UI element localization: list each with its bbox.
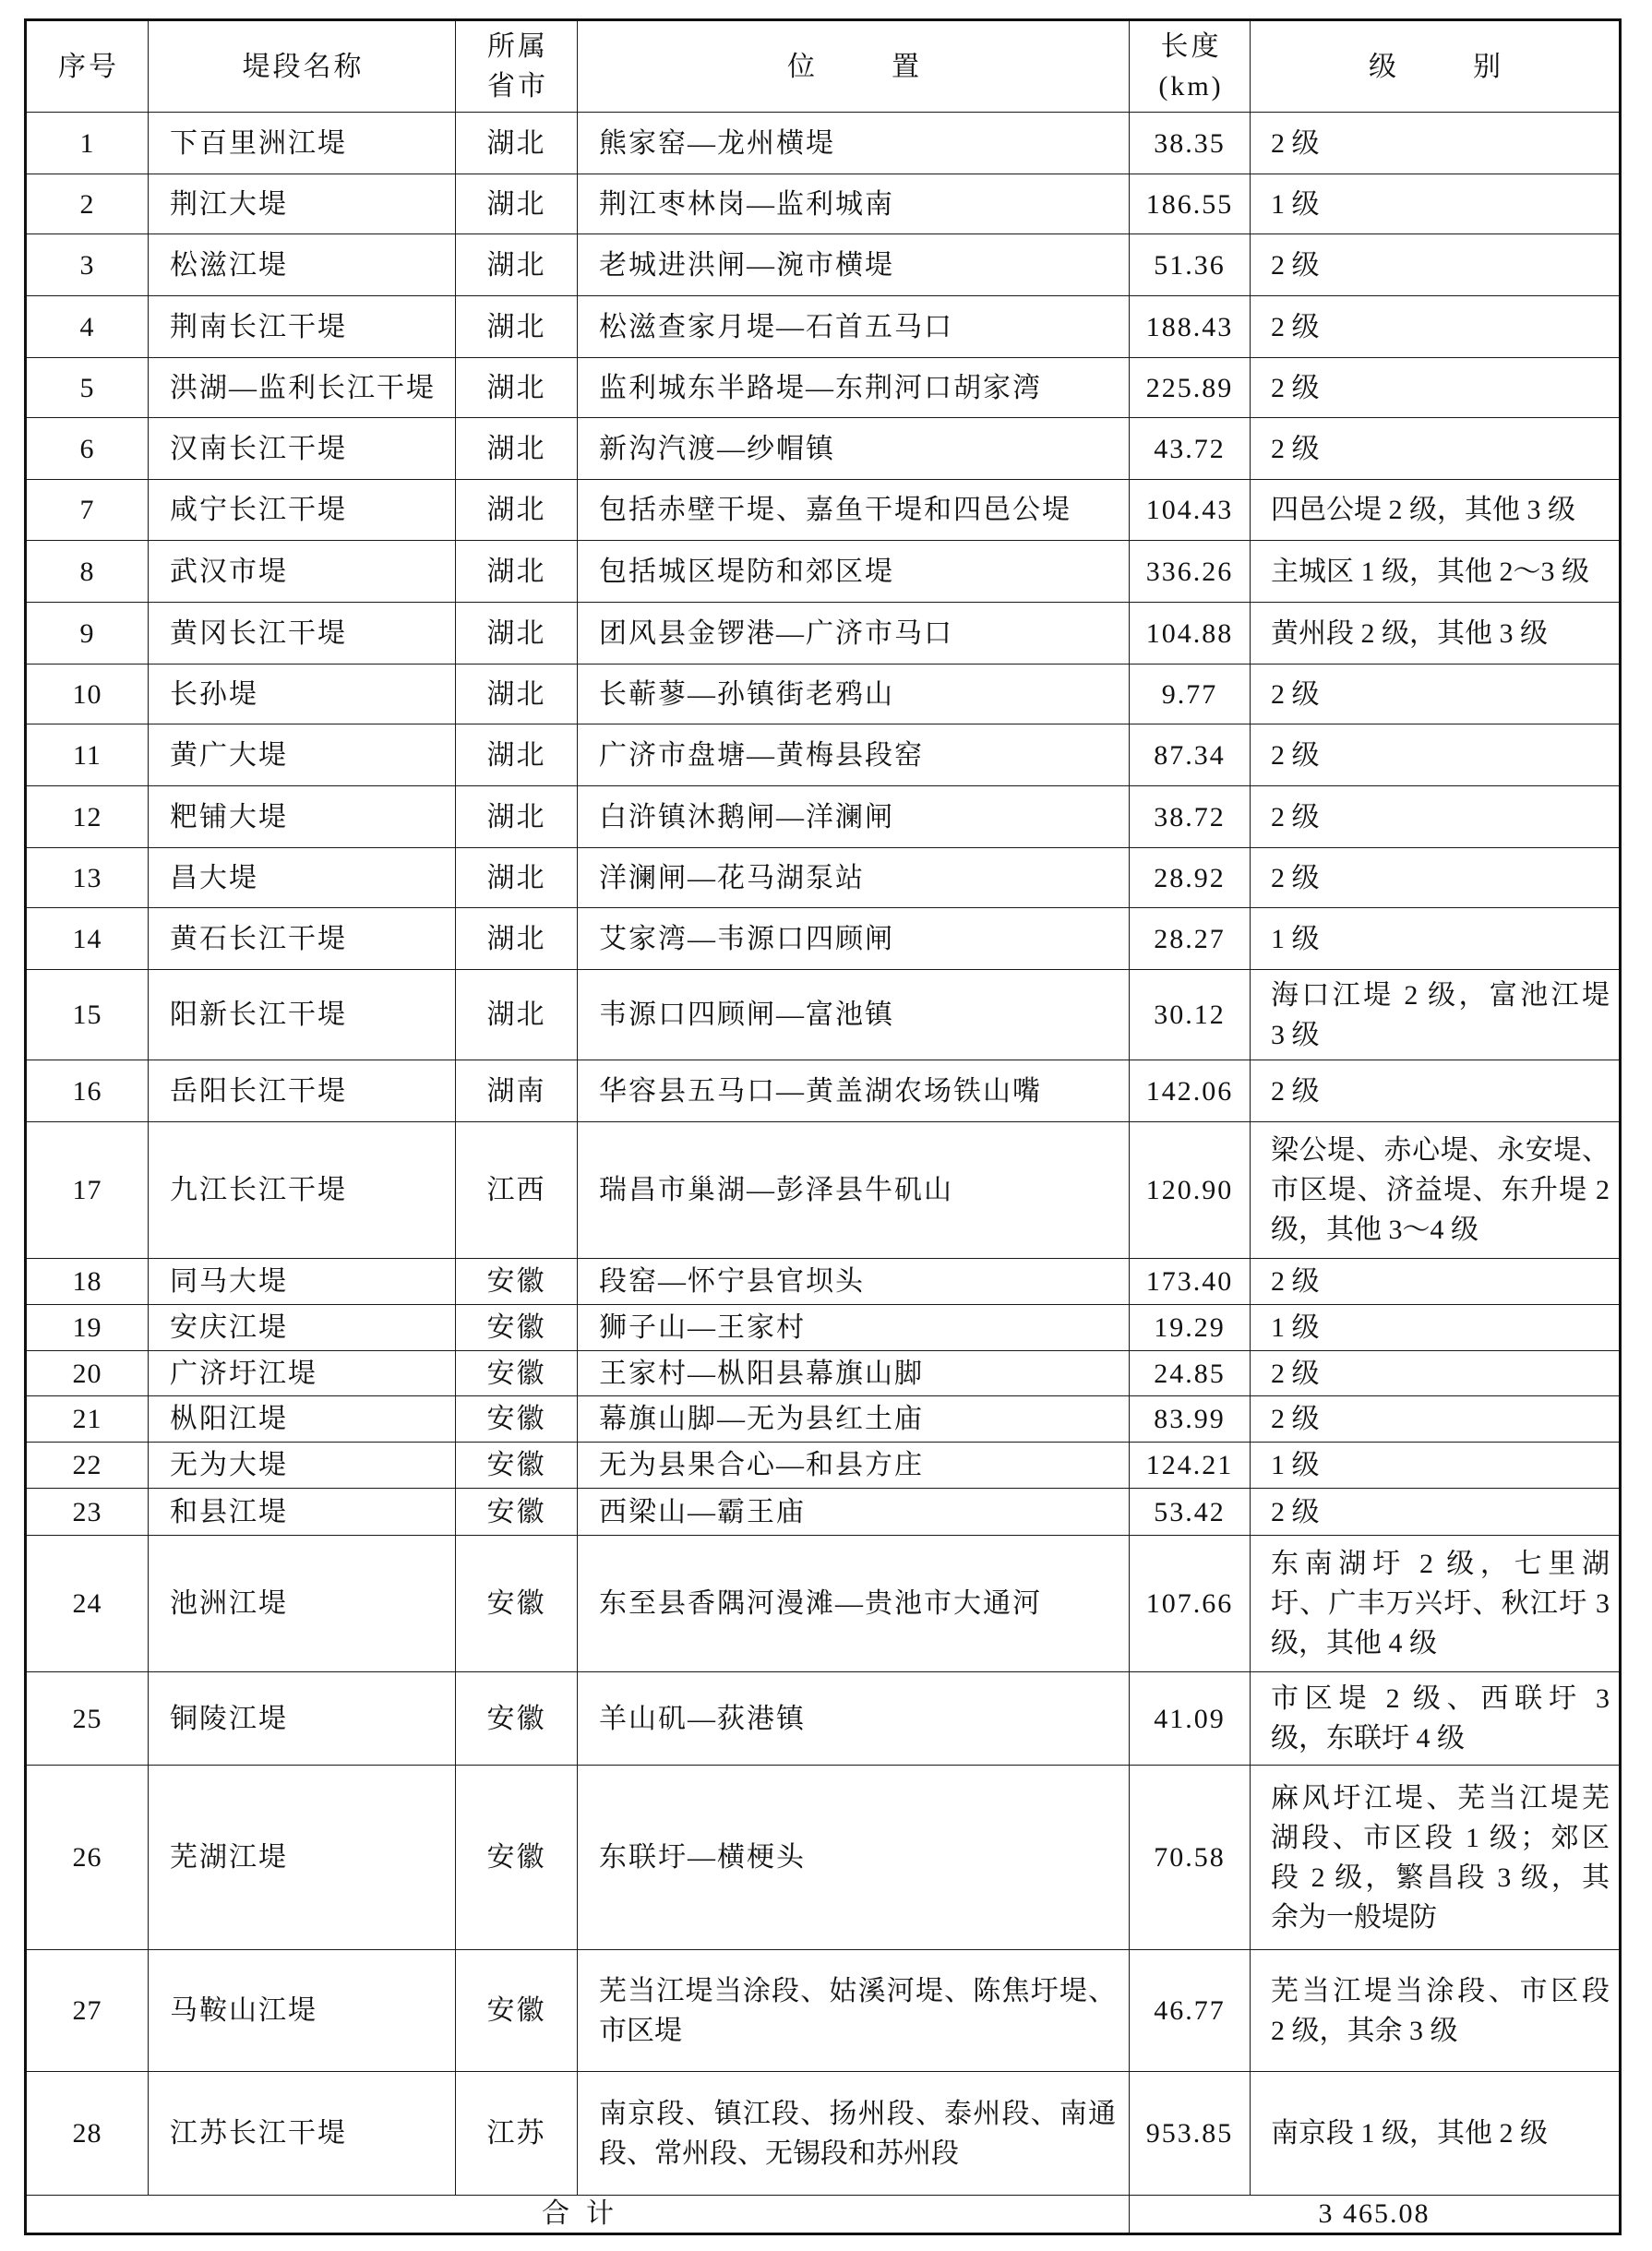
cell-no: 11 [26, 724, 149, 786]
cell-province: 江西 [456, 1122, 578, 1259]
cell-province: 湖北 [456, 970, 578, 1060]
header-no-label: 序号 [58, 51, 119, 82]
table-row [26, 1766, 1621, 1950]
cell-name: 马鞍山江堤 [149, 1950, 456, 2072]
cell-location: 幕旗山脚—无为县红土庙 [578, 1396, 1130, 1443]
table-row [26, 2072, 1621, 2196]
cell-name: 汉南长江干堤 [149, 418, 456, 480]
cell-level: 2 级 [1251, 724, 1621, 786]
table-row [26, 1122, 1621, 1259]
table-row [26, 1060, 1621, 1122]
cell-level: 四邑公堤 2 级，其他 3 级 [1251, 480, 1621, 541]
table-row [26, 1351, 1621, 1396]
cell-line: 芜当江堤当涂段、市区段 [1271, 1975, 1610, 2006]
cell-no: 26 [26, 1766, 149, 1950]
cell-location: 包括城区堤防和郊区堤 [578, 541, 1130, 603]
total-row [26, 2196, 1621, 2234]
cell-location: 华容县五马口—黄盖湖农场铁山嘴 [578, 1060, 1130, 1122]
header-length-line: 长度 [1160, 31, 1222, 62]
table-row [26, 1443, 1621, 1489]
table-row [26, 1950, 1621, 2072]
header-location [578, 20, 1130, 113]
cell-length: 19.29 [1130, 1305, 1251, 1351]
cell-name: 芜湖江堤 [149, 1766, 456, 1950]
cell-province: 湖北 [456, 418, 578, 480]
cell-location: 包括赤壁干堤、嘉鱼干堤和四邑公堤 [578, 480, 1130, 541]
total-value: 3 465.08 [1318, 2198, 1431, 2229]
cell-location: 松滋查家月堤—石首五马口 [578, 296, 1130, 358]
cell-province: 湖北 [456, 358, 578, 418]
cell-province: 安徽 [456, 1396, 578, 1443]
cell-length: 120.90 [1130, 1122, 1251, 1259]
table-row [26, 724, 1621, 786]
cell-level: 2 级 [1251, 113, 1621, 174]
table-row [26, 970, 1621, 1060]
cell-province: 湖北 [456, 786, 578, 848]
cell-no: 10 [26, 665, 149, 724]
cell-level: 1 级 [1251, 1443, 1621, 1489]
cell-location: 洋澜闸—花马湖泵站 [578, 848, 1130, 908]
cell-province: 湖北 [456, 113, 578, 174]
cell-location: 东至县香隅河漫滩—贵池市大通河 [578, 1536, 1130, 1672]
cell-name: 枞阳江堤 [149, 1396, 456, 1443]
table-row [26, 603, 1621, 665]
cell-line: 段、常州段、无锡段和苏州段 [599, 2137, 959, 2169]
cell-length: 225.89 [1130, 358, 1251, 418]
header-level [1251, 20, 1621, 113]
cell-line: 海口江堤 2 级，富池江堤 [1271, 979, 1610, 1011]
cell-location: 熊家窑—龙州横堤 [578, 113, 1130, 174]
cell-line: 段 2 级，繁昌段 3 级，其 [1271, 1862, 1610, 1893]
cell-location: 荆江枣林岗—监利城南 [578, 174, 1130, 234]
cell-level: 主城区 1 级，其他 2～3 级 [1251, 541, 1621, 603]
cell-name: 黄广大堤 [149, 724, 456, 786]
header-name-label: 堤段名称 [242, 51, 365, 82]
cell-location: 韦源口四顾闸—富池镇 [578, 970, 1130, 1060]
cell-name: 铜陵江堤 [149, 1672, 456, 1766]
table-body [26, 113, 1621, 2196]
cell-length: 9.77 [1130, 665, 1251, 724]
cell-level [1251, 1122, 1621, 1259]
cell-name: 江苏长江干堤 [149, 2072, 456, 2196]
table-row [26, 234, 1621, 296]
table-row [26, 174, 1621, 234]
cell-name: 武汉市堤 [149, 541, 456, 603]
cell-length: 43.72 [1130, 418, 1251, 480]
cell-line: 南京段、镇江段、扬州段、泰州段、南通 [599, 2098, 1116, 2129]
total-label-cell [26, 2196, 1130, 2234]
cell-name: 昌大堤 [149, 848, 456, 908]
levee-table [24, 18, 1622, 2235]
cell-length: 142.06 [1130, 1060, 1251, 1122]
cell-province: 湖北 [456, 296, 578, 358]
cell-no: 20 [26, 1351, 149, 1396]
cell-no: 12 [26, 786, 149, 848]
table-row [26, 541, 1621, 603]
cell-province: 安徽 [456, 1489, 578, 1536]
cell-name: 九江长江干堤 [149, 1122, 456, 1259]
cell-location [578, 1950, 1130, 2072]
cell-line: 圩、广丰万兴圩、秋江圩 3 [1271, 1588, 1610, 1619]
cell-province: 安徽 [456, 1536, 578, 1672]
cell-level [1251, 1766, 1621, 1950]
cell-location: 羊山矶—荻港镇 [578, 1672, 1130, 1766]
cell-length: 41.09 [1130, 1672, 1251, 1766]
cell-province: 湖北 [456, 541, 578, 603]
cell-line: 麻风圩江堤、芜当江堤芜 [1271, 1782, 1610, 1814]
cell-name: 咸宁长江干堤 [149, 480, 456, 541]
cell-no: 13 [26, 848, 149, 908]
cell-province: 安徽 [456, 1950, 578, 2072]
cell-location [578, 2072, 1130, 2196]
cell-province: 湖北 [456, 480, 578, 541]
cell-line: 市区堤 2 级、西联圩 3 [1271, 1683, 1610, 1714]
cell-province: 湖北 [456, 665, 578, 724]
cell-province: 江苏 [456, 2072, 578, 2196]
table-row [26, 908, 1621, 970]
cell-level: 2 级 [1251, 358, 1621, 418]
header-row [26, 20, 1621, 113]
cell-no: 8 [26, 541, 149, 603]
cell-line: 级，其他 3～4 级 [1271, 1215, 1478, 1245]
cell-level: 2 级 [1251, 1351, 1621, 1396]
cell-level: 2 级 [1251, 296, 1621, 358]
cell-province: 安徽 [456, 1443, 578, 1489]
cell-level [1251, 970, 1621, 1060]
cell-line: 市区堤 [599, 2015, 682, 2046]
cell-no: 14 [26, 908, 149, 970]
cell-name: 长孙堤 [149, 665, 456, 724]
cell-location: 东联圩—横梗头 [578, 1766, 1130, 1950]
cell-location: 广济市盘塘—黄梅县段窑 [578, 724, 1130, 786]
cell-location: 长蕲蓼—孙镇街老鸦山 [578, 665, 1130, 724]
table-row [26, 480, 1621, 541]
cell-level [1251, 1536, 1621, 1672]
table-row [26, 1259, 1621, 1305]
cell-length: 87.34 [1130, 724, 1251, 786]
cell-location: 无为县果合心—和县方庄 [578, 1443, 1130, 1489]
cell-location: 瑞昌市巢湖—彭泽县牛矶山 [578, 1122, 1130, 1259]
cell-level: 2 级 [1251, 1396, 1621, 1443]
table-row [26, 418, 1621, 480]
table-row [26, 1396, 1621, 1443]
cell-name: 和县江堤 [149, 1489, 456, 1536]
cell-length: 24.85 [1130, 1351, 1251, 1396]
cell-level [1251, 1672, 1621, 1766]
cell-length: 104.43 [1130, 480, 1251, 541]
cell-no: 18 [26, 1259, 149, 1305]
cell-level: 2 级 [1251, 1259, 1621, 1305]
table-row [26, 296, 1621, 358]
cell-line: 2 级，其余 3 级 [1271, 2015, 1458, 2046]
cell-name: 岳阳长江干堤 [149, 1060, 456, 1122]
cell-length: 53.42 [1130, 1489, 1251, 1536]
cell-level: 2 级 [1251, 1489, 1621, 1536]
cell-level: 2 级 [1251, 418, 1621, 480]
cell-no: 23 [26, 1489, 149, 1536]
cell-location: 新沟汽渡—纱帽镇 [578, 418, 1130, 480]
cell-no: 28 [26, 2072, 149, 2196]
cell-name: 黄冈长江干堤 [149, 603, 456, 665]
cell-length: 173.40 [1130, 1259, 1251, 1305]
cell-province: 湖北 [456, 908, 578, 970]
header-province [456, 20, 578, 113]
table-row [26, 665, 1621, 724]
cell-name: 粑铺大堤 [149, 786, 456, 848]
cell-level: 南京段 1 级，其他 2 级 [1251, 2072, 1621, 2196]
cell-line: 余为一般堤防 [1271, 1901, 1437, 1933]
cell-level: 2 级 [1251, 848, 1621, 908]
cell-no: 7 [26, 480, 149, 541]
cell-line: 级，东联圩 4 级 [1271, 1723, 1465, 1754]
cell-no: 6 [26, 418, 149, 480]
cell-province: 湖南 [456, 1060, 578, 1122]
cell-name: 无为大堤 [149, 1443, 456, 1489]
cell-name: 下百里洲江堤 [149, 113, 456, 174]
cell-level [1251, 1950, 1621, 2072]
cell-line: 芜当江堤当涂段、姑溪河堤、陈焦圩堤、 [599, 1975, 1116, 2006]
table-row [26, 786, 1621, 848]
header-name [149, 20, 456, 113]
cell-no: 15 [26, 970, 149, 1060]
cell-location: 监利城东半路堤—东荆河口胡家湾 [578, 358, 1130, 418]
cell-length: 107.66 [1130, 1536, 1251, 1672]
cell-no: 25 [26, 1672, 149, 1766]
table-row [26, 358, 1621, 418]
cell-level: 黄州段 2 级，其他 3 级 [1251, 603, 1621, 665]
cell-length: 46.77 [1130, 1950, 1251, 2072]
cell-location: 白浒镇沐鹅闸—洋澜闸 [578, 786, 1130, 848]
cell-length: 336.26 [1130, 541, 1251, 603]
cell-line: 市区堤、济益堤、东升堤 2 [1271, 1175, 1610, 1205]
cell-no: 2 [26, 174, 149, 234]
cell-no: 9 [26, 603, 149, 665]
cell-no: 4 [26, 296, 149, 358]
cell-no: 3 [26, 234, 149, 296]
cell-province: 湖北 [456, 848, 578, 908]
cell-length: 70.58 [1130, 1766, 1251, 1950]
cell-line: 3 级 [1271, 1019, 1320, 1050]
cell-level: 2 级 [1251, 1060, 1621, 1122]
cell-no: 24 [26, 1536, 149, 1672]
cell-length: 953.85 [1130, 2072, 1251, 2196]
total-value-cell [1130, 2196, 1621, 2234]
cell-level: 2 级 [1251, 665, 1621, 724]
cell-location: 西梁山—霸王庙 [578, 1489, 1130, 1536]
cell-name: 同马大堤 [149, 1259, 456, 1305]
cell-length: 104.88 [1130, 603, 1251, 665]
cell-no: 22 [26, 1443, 149, 1489]
cell-length: 83.99 [1130, 1396, 1251, 1443]
cell-length: 38.72 [1130, 786, 1251, 848]
cell-province: 安徽 [456, 1766, 578, 1950]
cell-line: 级，其他 4 级 [1271, 1628, 1437, 1658]
cell-location: 老城进洪闸—涴市横堤 [578, 234, 1130, 296]
cell-no: 17 [26, 1122, 149, 1259]
cell-level: 1 级 [1251, 908, 1621, 970]
table-row [26, 1305, 1621, 1351]
cell-level: 1 级 [1251, 174, 1621, 234]
cell-length: 30.12 [1130, 970, 1251, 1060]
table-row [26, 1489, 1621, 1536]
cell-no: 27 [26, 1950, 149, 2072]
cell-name: 荆南长江干堤 [149, 296, 456, 358]
cell-province: 湖北 [456, 234, 578, 296]
cell-level: 2 级 [1251, 786, 1621, 848]
cell-no: 16 [26, 1060, 149, 1122]
cell-length: 51.36 [1130, 234, 1251, 296]
cell-location: 团风县金锣港—广济市马口 [578, 603, 1130, 665]
cell-no: 1 [26, 113, 149, 174]
cell-length: 124.21 [1130, 1443, 1251, 1489]
cell-name: 荆江大堤 [149, 174, 456, 234]
header-province-line: 所属 [487, 31, 548, 62]
cell-level: 2 级 [1251, 234, 1621, 296]
cell-province: 湖北 [456, 603, 578, 665]
cell-level: 1 级 [1251, 1305, 1621, 1351]
table-row [26, 1672, 1621, 1766]
cell-name: 安庆江堤 [149, 1305, 456, 1351]
cell-province: 安徽 [456, 1672, 578, 1766]
cell-length: 38.35 [1130, 113, 1251, 174]
cell-length: 28.92 [1130, 848, 1251, 908]
header-level-label: 级别 [1369, 51, 1577, 82]
cell-name: 松滋江堤 [149, 234, 456, 296]
cell-location: 艾家湾—韦源口四顾闸 [578, 908, 1130, 970]
cell-length: 28.27 [1130, 908, 1251, 970]
table-row [26, 113, 1621, 174]
cell-location: 狮子山—王家村 [578, 1305, 1130, 1351]
cell-line: 东南湖圩 2 级，七里湖 [1271, 1549, 1610, 1579]
cell-length: 188.43 [1130, 296, 1251, 358]
header-province-line: 省市 [487, 71, 548, 102]
table-row [26, 1536, 1621, 1672]
header-no [26, 20, 149, 113]
header-length [1130, 20, 1251, 113]
cell-name: 黄石长江干堤 [149, 908, 456, 970]
cell-location: 王家村—枞阳县幕旗山脚 [578, 1351, 1130, 1396]
table-row [26, 848, 1621, 908]
header-location-label: 位置 [787, 51, 996, 82]
cell-province: 安徽 [456, 1351, 578, 1396]
cell-province: 湖北 [456, 174, 578, 234]
cell-location: 段窑—怀宁县官坝头 [578, 1259, 1130, 1305]
cell-name: 广济圩江堤 [149, 1351, 456, 1396]
cell-line: 梁公堤、赤心堤、永安堤、 [1271, 1135, 1610, 1166]
cell-province: 湖北 [456, 724, 578, 786]
header-length-unit: (km) [1158, 71, 1224, 102]
total-label: 合计 [542, 2198, 630, 2229]
cell-name: 池洲江堤 [149, 1536, 456, 1672]
cell-length: 186.55 [1130, 174, 1251, 234]
cell-no: 21 [26, 1396, 149, 1443]
cell-name: 阳新长江干堤 [149, 970, 456, 1060]
cell-no: 5 [26, 358, 149, 418]
cell-province: 安徽 [456, 1259, 578, 1305]
cell-province: 安徽 [456, 1305, 578, 1351]
cell-line: 湖段、市区段 1 级；郊区 [1271, 1822, 1610, 1853]
cell-no: 19 [26, 1305, 149, 1351]
cell-name: 洪湖—监利长江干堤 [149, 358, 456, 418]
